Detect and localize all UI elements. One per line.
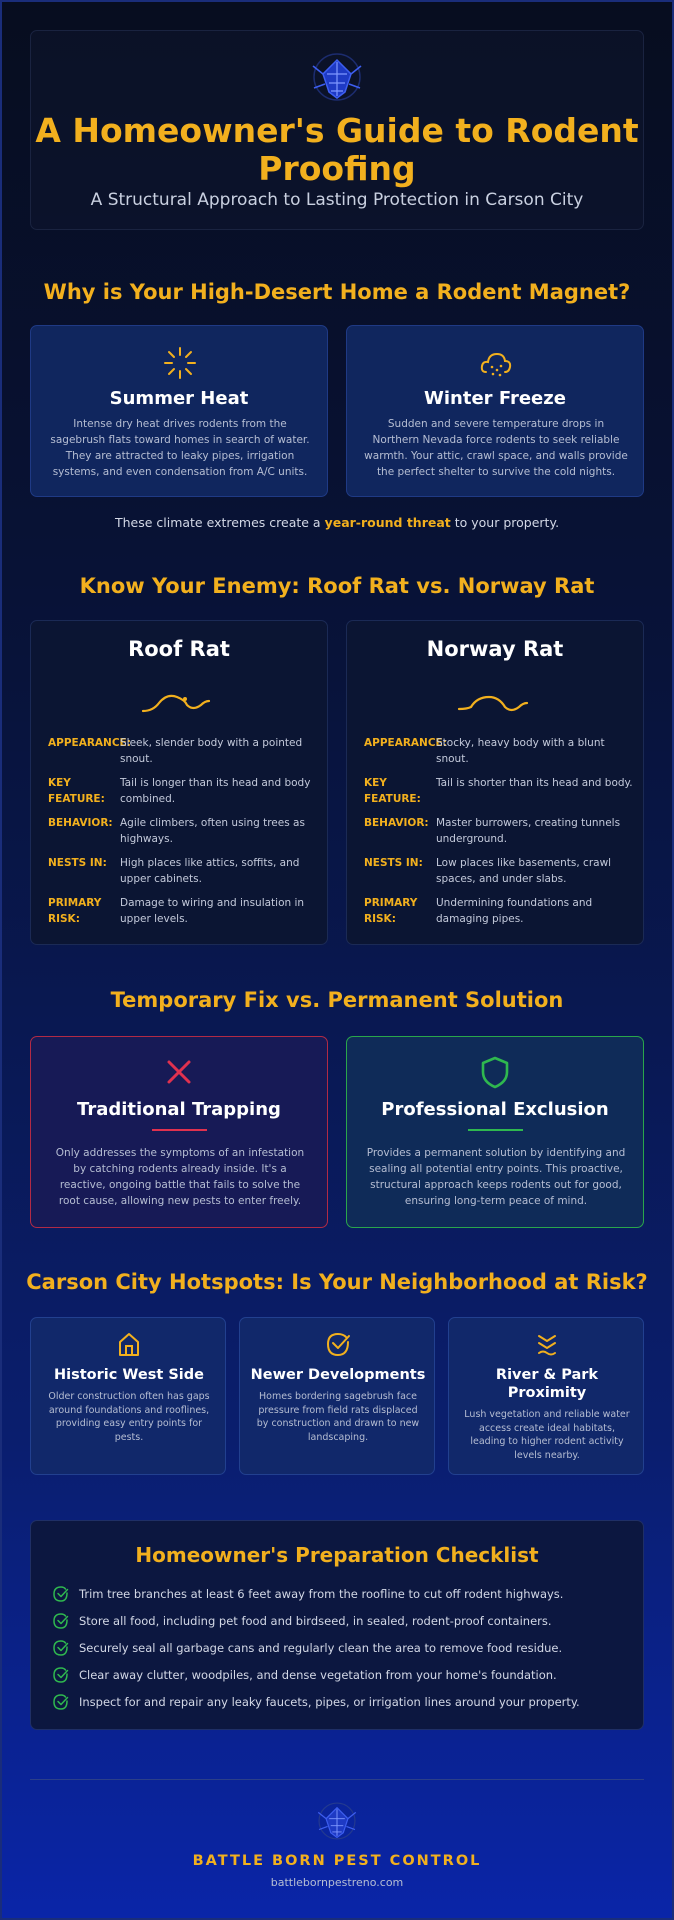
checklist-text: Store all food, including pet food and birdseed, in sealed, rodent-proof containers. bbox=[79, 1614, 552, 1628]
climate-note-after: to your property. bbox=[450, 515, 560, 530]
checklist-card bbox=[30, 1520, 644, 1730]
logo-icon bbox=[305, 52, 369, 102]
hotspot-card-west-side bbox=[30, 1317, 226, 1475]
check-circle-icon bbox=[324, 1330, 352, 1358]
hotspot-text: Homes bordering sagebrush face pressure from field rats displaced by construction and drawn to new landscaping. bbox=[256, 1391, 420, 1443]
fix-text: Provides a permanent solution by identifying and sealing all potential entry points. This proactive, structural approach keeps rodents out for good, ensuring long-term peace of mind. bbox=[366, 1147, 626, 1207]
checklist-text: Trim tree branches at least 6 feet away from the roofline to cut off rodent highways. bbox=[79, 1587, 564, 1601]
rat-label: APPEARANCE: bbox=[364, 737, 447, 749]
climate-note bbox=[0, 515, 674, 530]
check-circle-icon bbox=[53, 1586, 69, 1602]
roof-rat-icon bbox=[131, 687, 231, 721]
climate-title: Winter Freeze bbox=[424, 388, 566, 409]
rat-value: Low places like basements, crawl spaces, and under slabs. bbox=[436, 857, 612, 885]
rat-label: KEY FEATURE: bbox=[364, 777, 421, 805]
checklist-text: Inspect for and repair any leaky faucets, pipes, or irrigation lines around your property. bbox=[79, 1695, 580, 1709]
fix-title: Traditional Trapping bbox=[77, 1099, 281, 1120]
page-title: A Homeowner's Guide to Rodent Proofing bbox=[35, 111, 639, 188]
rat-label: KEY FEATURE: bbox=[48, 777, 105, 805]
footer-url-link[interactable]: battlebornpestreno.com bbox=[270, 1876, 404, 1889]
sun-icon bbox=[163, 346, 197, 380]
page-subtitle: A Structural Approach to Lasting Protection in Carson City bbox=[90, 190, 584, 210]
rat-value: Tail is longer than its head and body combined. bbox=[120, 777, 311, 805]
fix-heading: Temporary Fix vs. Permanent Solution bbox=[110, 988, 564, 1012]
rat-value: Tail is shorter than its head and body. bbox=[436, 777, 633, 789]
rat-value: Stocky, heavy body with a blunt snout. bbox=[436, 737, 605, 765]
check-circle-icon bbox=[53, 1640, 69, 1656]
climate-title: Summer Heat bbox=[109, 388, 249, 409]
fix-underline bbox=[468, 1129, 523, 1131]
snow-cloud-icon bbox=[479, 346, 513, 380]
rat-label: BEHAVIOR: bbox=[364, 817, 429, 829]
checklist-item bbox=[53, 1693, 633, 1713]
hotspot-title: Newer Developments bbox=[250, 1367, 426, 1383]
footer-divider bbox=[30, 1779, 644, 1780]
climate-text: Sudden and severe temperature drops in Northern Nevada force rodents to seek reliable warmth. Your attic, crawl space, and walls provide the perfect shelter to survive the cold nights. bbox=[364, 418, 628, 478]
rat-label: APPEARANCE: bbox=[48, 737, 131, 749]
rat-title: Norway Rat bbox=[426, 637, 564, 661]
climate-card-summer bbox=[30, 325, 328, 497]
hotspot-text: Older construction often has gaps around foundations and rooflines, providing easy entry points for pests. bbox=[48, 1391, 210, 1443]
footer-logo-icon bbox=[312, 1800, 362, 1842]
checklist-text: Clear away clutter, woodpiles, and dense vegetation from your home's foundation. bbox=[79, 1668, 557, 1682]
footer-brand: BATTLE BORN PEST CONTROL bbox=[192, 1853, 482, 1869]
hotspots-heading: Carson City Hotspots: Is Your Neighborhood at Risk? bbox=[26, 1270, 648, 1294]
climate-heading: Why is Your High-Desert Home a Rodent Magnet? bbox=[43, 280, 631, 304]
rat-label: PRIMARY RISK: bbox=[48, 897, 102, 925]
fix-card-exclusion bbox=[346, 1036, 644, 1228]
x-icon bbox=[162, 1055, 196, 1089]
rat-title: Roof Rat bbox=[128, 637, 230, 661]
check-circle-icon bbox=[53, 1694, 69, 1710]
rat-label: NESTS IN: bbox=[48, 857, 107, 869]
climate-card-winter bbox=[346, 325, 644, 497]
house-icon bbox=[115, 1330, 143, 1358]
fix-card-trapping bbox=[30, 1036, 328, 1228]
check-circle-icon bbox=[53, 1667, 69, 1683]
norway-rat-icon bbox=[447, 687, 547, 721]
check-circle-icon bbox=[53, 1613, 69, 1629]
checklist-item bbox=[53, 1612, 633, 1632]
fix-text: Only addresses the symptoms of an infestation by catching rodents already inside. It's a reactive, ongoing battle that fails to solve the root cause, allowing new pests to enter freely. bbox=[55, 1147, 305, 1207]
hotspot-title: River & Park Proximity bbox=[495, 1367, 599, 1401]
rats-heading: Know Your Enemy: Roof Rat vs. Norway Rat bbox=[79, 574, 595, 598]
fix-title: Professional Exclusion bbox=[381, 1099, 609, 1120]
climate-note-highlight: year-round threat bbox=[324, 515, 451, 530]
hotspot-text: Lush vegetation and reliable water access create ideal habitats, leading to higher rodent activity levels nearby. bbox=[464, 1409, 630, 1461]
checklist-item bbox=[53, 1666, 633, 1686]
rat-value: Master burrowers, creating tunnels underground. bbox=[436, 817, 621, 845]
rat-value: High places like attics, soffits, and upper cabinets. bbox=[120, 857, 300, 885]
rat-label: NESTS IN: bbox=[364, 857, 423, 869]
climate-note-before: These climate extremes create a bbox=[114, 515, 325, 530]
climate-text: Intense dry heat drives rodents from the sagebrush flats toward homes in search of water. They are attracted to leaky pipes, irrigation systems, and even condensation from A/C units. bbox=[50, 418, 310, 478]
checklist-item bbox=[53, 1639, 633, 1659]
checklist-heading: Homeowner's Preparation Checklist bbox=[135, 1543, 539, 1567]
rat-value: Sleek, slender body with a pointed snout. bbox=[120, 737, 303, 765]
checklist-item bbox=[53, 1585, 633, 1605]
rat-label: PRIMARY RISK: bbox=[364, 897, 418, 925]
rat-card-roof bbox=[30, 620, 328, 945]
rat-value: Damage to wiring and insulation in upper levels. bbox=[120, 897, 305, 925]
fix-underline bbox=[152, 1129, 207, 1131]
hotspot-card-new-developments bbox=[239, 1317, 435, 1475]
rat-value: Agile climbers, often using trees as highways. bbox=[120, 817, 305, 845]
checklist-text: Securely seal all garbage cans and regularly clean the area to remove food residue. bbox=[79, 1641, 563, 1655]
shield-icon bbox=[478, 1055, 512, 1089]
rat-card-norway bbox=[346, 620, 644, 945]
hotspot-title: Historic West Side bbox=[54, 1367, 204, 1383]
rat-value: Undermining foundations and damaging pipes. bbox=[436, 897, 593, 925]
water-icon bbox=[533, 1330, 561, 1358]
hotspot-card-river-park bbox=[448, 1317, 644, 1475]
rat-label: BEHAVIOR: bbox=[48, 817, 113, 829]
